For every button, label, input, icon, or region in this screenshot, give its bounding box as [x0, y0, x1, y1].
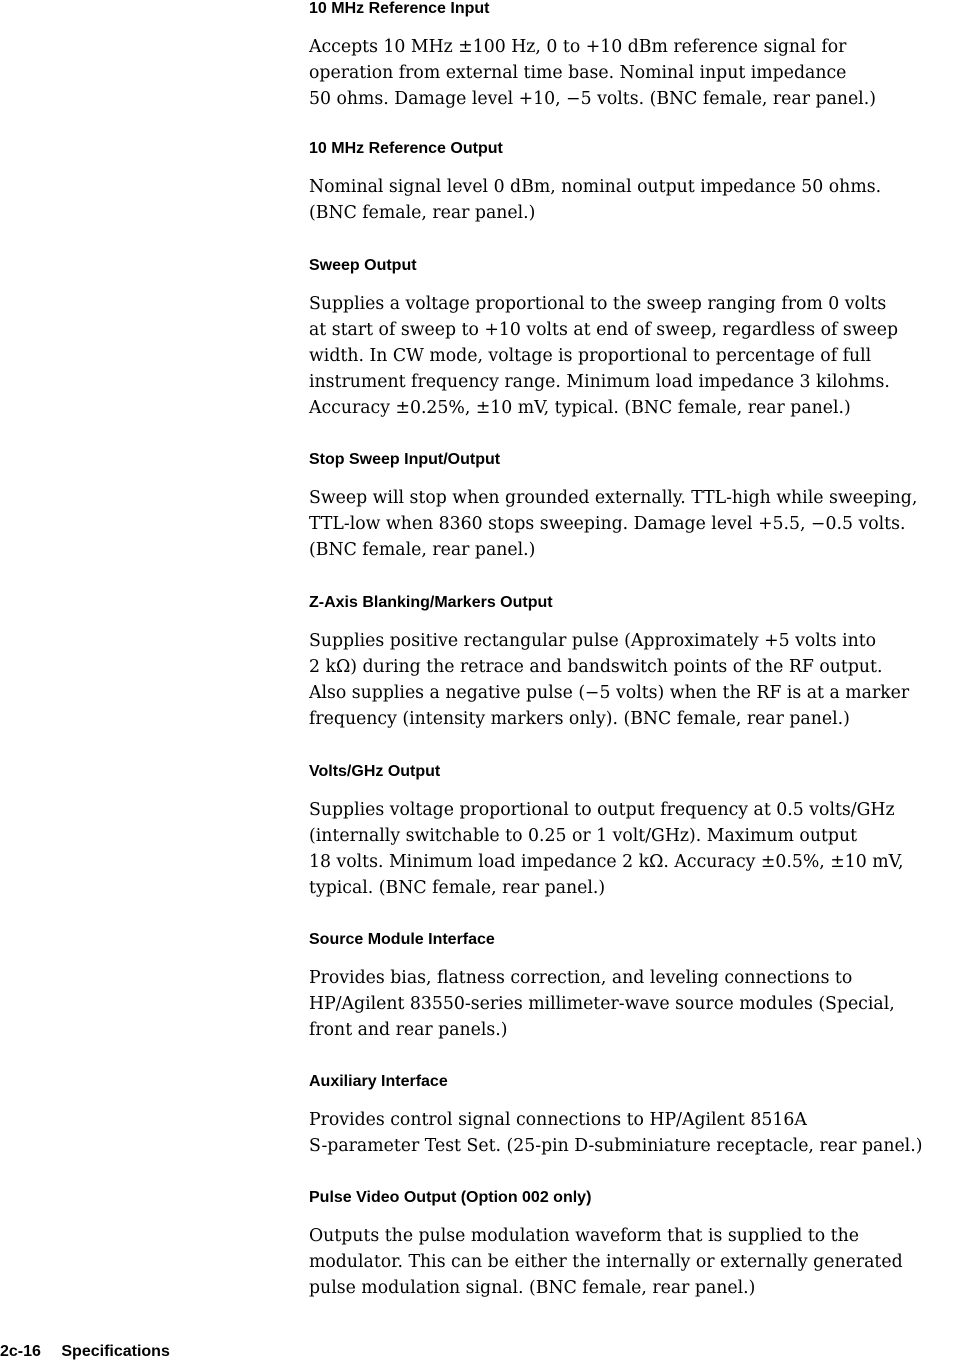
- body-line: width. In CW mode, voltage is proportional to percentage of full: [309, 346, 872, 366]
- section-body: [309, 291, 898, 421]
- section-body: [309, 797, 904, 901]
- page-number: 2c-16: [0, 1343, 41, 1360]
- body-line: (BNC female, rear panel.): [309, 540, 536, 560]
- body-line: (internally switchable to 0.25 or 1 volt/GHz). Maximum output: [309, 826, 858, 846]
- body-line: 50 ohms. Damage level +10, −5 volts. (BNC female, rear panel.): [309, 89, 876, 109]
- footer-section-title: Specifications: [61, 1343, 170, 1360]
- section-stop-sweep: [309, 451, 917, 563]
- section-heading: Source Module Interface: [309, 931, 495, 948]
- section-heading: Z-Axis Blanking/Markers Output: [309, 594, 553, 611]
- section-10mhz-reference-input: [309, 0, 876, 112]
- section-body: [309, 485, 917, 563]
- section-heading: Stop Sweep Input/Output: [309, 451, 501, 468]
- body-line: instrument frequency range. Minimum load impedance 3 kilohms.: [309, 372, 890, 392]
- section-heading: Sweep Output: [309, 257, 417, 274]
- section-body: [309, 965, 895, 1043]
- section-z-axis-blanking: [309, 594, 909, 732]
- body-line: at start of sweep to +10 volts at end of sweep, regardless of sweep: [309, 320, 899, 340]
- section-10mhz-reference-output: [309, 140, 881, 226]
- body-line: pulse modulation signal. (BNC female, rear panel.): [309, 1278, 756, 1298]
- section-source-module-interface: [309, 931, 895, 1043]
- section-heading: Volts/GHz Output: [309, 763, 441, 780]
- body-line: Outputs the pulse modulation waveform that is supplied to the: [309, 1226, 859, 1246]
- body-line: front and rear panels.): [309, 1020, 508, 1040]
- body-line: HP/Agilent 83550-series millimeter-wave source modules (Special,: [309, 994, 895, 1014]
- body-line: Accuracy ±0.25%, ±10 mV, typical. (BNC female, rear panel.): [309, 398, 851, 418]
- body-line: frequency (intensity markers only). (BNC female, rear panel.): [309, 709, 850, 729]
- body-line: 18 volts. Minimum load impedance 2 kΩ. Accuracy ±0.5%, ±10 mV,: [309, 852, 904, 872]
- section-body: [309, 1223, 903, 1301]
- body-line: Accepts 10 MHz ±100 Hz, 0 to +10 dBm reference signal for: [309, 37, 847, 57]
- section-heading: Auxiliary Interface: [309, 1073, 448, 1090]
- body-line: Sweep will stop when grounded externally. TTL-high while sweeping,: [309, 488, 918, 508]
- body-line: Supplies voltage proportional to output frequency at 0.5 volts/GHz: [309, 800, 895, 820]
- section-sweep-output: [309, 257, 898, 421]
- section-volts-ghz-output: [309, 763, 904, 901]
- body-line: Supplies positive rectangular pulse (Approximately +5 volts into: [309, 631, 877, 651]
- body-line: 2 kΩ) during the retrace and bandswitch points of the RF output.: [309, 657, 883, 677]
- body-line: Also supplies a negative pulse (−5 volts) when the RF is at a marker: [309, 683, 910, 703]
- body-line: (BNC female, rear panel.): [309, 203, 536, 223]
- section-body: [309, 1107, 922, 1159]
- section-body: [309, 34, 876, 112]
- section-heading: 10 MHz Reference Output: [309, 140, 503, 157]
- section-heading: 10 MHz Reference Input: [309, 0, 490, 17]
- body-line: TTL-low when 8360 stops sweeping. Damage level +5.5, −0.5 volts.: [309, 514, 906, 534]
- body-line: modulator. This can be either the internally or externally generated: [309, 1252, 903, 1272]
- page-footer: [0, 1342, 170, 1362]
- section-auxiliary-interface: [309, 1073, 922, 1159]
- body-line: Provides control signal connections to HP/Agilent 8516A: [309, 1110, 807, 1130]
- section-heading: Pulse Video Output (Option 002 only): [309, 1189, 592, 1206]
- body-line: typical. (BNC female, rear panel.): [309, 878, 606, 898]
- section-pulse-video-output: [309, 1189, 903, 1301]
- body-line: operation from external time base. Nominal input impedance: [309, 63, 847, 83]
- body-line: Nominal signal level 0 dBm, nominal output impedance 50 ohms.: [309, 177, 882, 197]
- body-line: Provides bias, flatness correction, and leveling connections to: [309, 968, 853, 988]
- section-body: [309, 174, 881, 226]
- body-line: Supplies a voltage proportional to the sweep ranging from 0 volts: [309, 294, 887, 314]
- body-line: S-parameter Test Set. (25-pin D-subminiature receptacle, rear panel.): [309, 1136, 923, 1156]
- section-body: [309, 628, 909, 732]
